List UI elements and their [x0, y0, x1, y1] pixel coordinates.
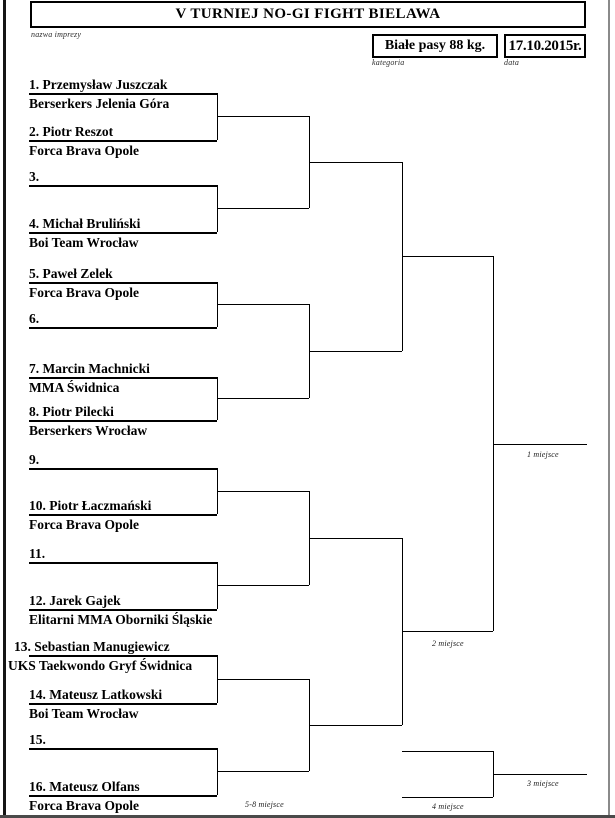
- bracket-line: [29, 703, 217, 705]
- bracket-line: [29, 282, 217, 284]
- bracket-line: [402, 256, 493, 257]
- entry-club-10: Forca Brava Opole: [29, 517, 139, 532]
- entry-name-15: 15.: [29, 732, 46, 747]
- bracket-line: [217, 491, 309, 492]
- entry-name-4: 4. Michał Bruliński: [29, 216, 141, 231]
- category-value: Białe pasy 88 kg.: [384, 38, 486, 53]
- bracket-line: [217, 304, 309, 305]
- entry-club-7: MMA Świdnica: [29, 380, 120, 395]
- bracket-line: [309, 538, 402, 539]
- entry-name-13: 13. Sebastian Manugiewicz: [14, 639, 170, 654]
- bracket-line: [217, 398, 309, 399]
- bracket-line: [402, 538, 403, 725]
- bracket-line: [217, 377, 218, 420]
- bracket-line: [29, 93, 217, 95]
- bracket-line: [217, 93, 218, 140]
- entry-name-7: 7. Marcin Machnicki: [29, 361, 150, 376]
- bracket-line: [217, 116, 309, 117]
- third-place-label: 3 miejsce: [527, 779, 559, 788]
- entry-name-3: 3.: [29, 169, 40, 184]
- bracket-line: [29, 420, 217, 422]
- category-box: [372, 34, 498, 58]
- entry-club-2: Forca Brava Opole: [29, 143, 139, 158]
- entry-name-8: 8. Piotr Pilecki: [29, 404, 114, 419]
- category-field-label: kategoria: [372, 58, 405, 67]
- entry-club-12: Elitarni MMA Oborniki Śląskie: [29, 612, 213, 627]
- bracket-line: [309, 116, 310, 208]
- bracket-line: [217, 208, 309, 209]
- entry-club-13: UKS Taekwondo Gryf Świdnica: [8, 658, 193, 673]
- page-right-border: [608, 0, 610, 818]
- bracket-line: [402, 162, 403, 351]
- date-field-label: data: [504, 58, 520, 67]
- bracket-line: [309, 491, 310, 585]
- bracket-line: [493, 751, 494, 797]
- fourth-place-label: 4 miejsce: [432, 802, 464, 811]
- second-place-label: 2 miejsce: [432, 639, 464, 648]
- event-title-box: [30, 1, 586, 28]
- bracket-line: [29, 795, 217, 797]
- bracket-line: [29, 185, 217, 187]
- entry-club-4: Boi Team Wrocław: [29, 235, 139, 250]
- bracket-line: [217, 282, 218, 327]
- bracket-line: [493, 774, 587, 775]
- bracket-line: [217, 585, 309, 586]
- bracket-line: [29, 327, 217, 329]
- bracket-line: [493, 256, 494, 631]
- date-box: [504, 34, 586, 58]
- bracket-line: [402, 797, 493, 798]
- entry-name-10: 10. Piotr Łaczmański: [29, 498, 152, 513]
- entry-name-16: 16. Mateusz Olfans: [29, 779, 140, 794]
- entry-club-1: Berserkers Jelenia Góra: [29, 96, 170, 111]
- bracket-line: [217, 185, 218, 232]
- entry-name-14: 14. Mateusz Latkowski: [29, 687, 163, 702]
- entry-club-8: Berserkers Wrocław: [29, 423, 148, 438]
- entry-club-14: Boi Team Wrocław: [29, 706, 139, 721]
- bracket-line: [29, 514, 217, 516]
- bracket-line: [309, 304, 310, 398]
- bracket-line: [217, 748, 218, 795]
- bracket-line: [29, 468, 217, 470]
- bracket-line: [29, 609, 217, 611]
- bracket-line: [29, 140, 217, 142]
- bracket-line: [217, 679, 309, 680]
- bracket-line: [217, 562, 218, 609]
- bracket-line: [29, 377, 217, 379]
- entry-name-2: 2. Piotr Reszot: [29, 124, 114, 139]
- bracket-line: [309, 725, 402, 726]
- bracket-line: [217, 771, 309, 772]
- event-name-field-label: nazwa imprezy: [31, 30, 82, 39]
- entry-name-12: 12. Jarek Gajek: [29, 593, 121, 608]
- bracket-line: [217, 468, 218, 514]
- entry-club-16: Forca Brava Opole: [29, 798, 139, 813]
- bracket-line: [29, 232, 217, 234]
- date-value: 17.10.2015r.: [508, 38, 582, 54]
- entry-name-6: 6.: [29, 311, 40, 326]
- entry-name-1: 1. Przemysław Juszczak: [29, 77, 168, 92]
- bracket-line: [217, 655, 218, 703]
- bracket-line: [402, 751, 493, 752]
- bracket-line: [402, 631, 493, 632]
- fifth-to-eighth-place-label: 5-8 miejsce: [245, 800, 284, 809]
- entry-name-11: 11.: [29, 546, 46, 561]
- page-left-border: [3, 0, 6, 818]
- bracket-line: [493, 444, 587, 445]
- bracket-line: [29, 562, 217, 564]
- bracket-line: [309, 162, 402, 163]
- bracket-line: [309, 351, 402, 352]
- bracket-line: [309, 679, 310, 771]
- bracket-line: [29, 748, 217, 750]
- entry-name-5: 5. Paweł Zelek: [29, 266, 113, 281]
- event-title: V TURNIEJ NO-GI FIGHT BIELAWA: [175, 6, 441, 22]
- entry-name-9: 9.: [29, 452, 40, 467]
- entry-club-5: Forca Brava Opole: [29, 285, 139, 300]
- first-place-label: 1 miejsce: [527, 450, 559, 459]
- bracket-line: [29, 655, 217, 657]
